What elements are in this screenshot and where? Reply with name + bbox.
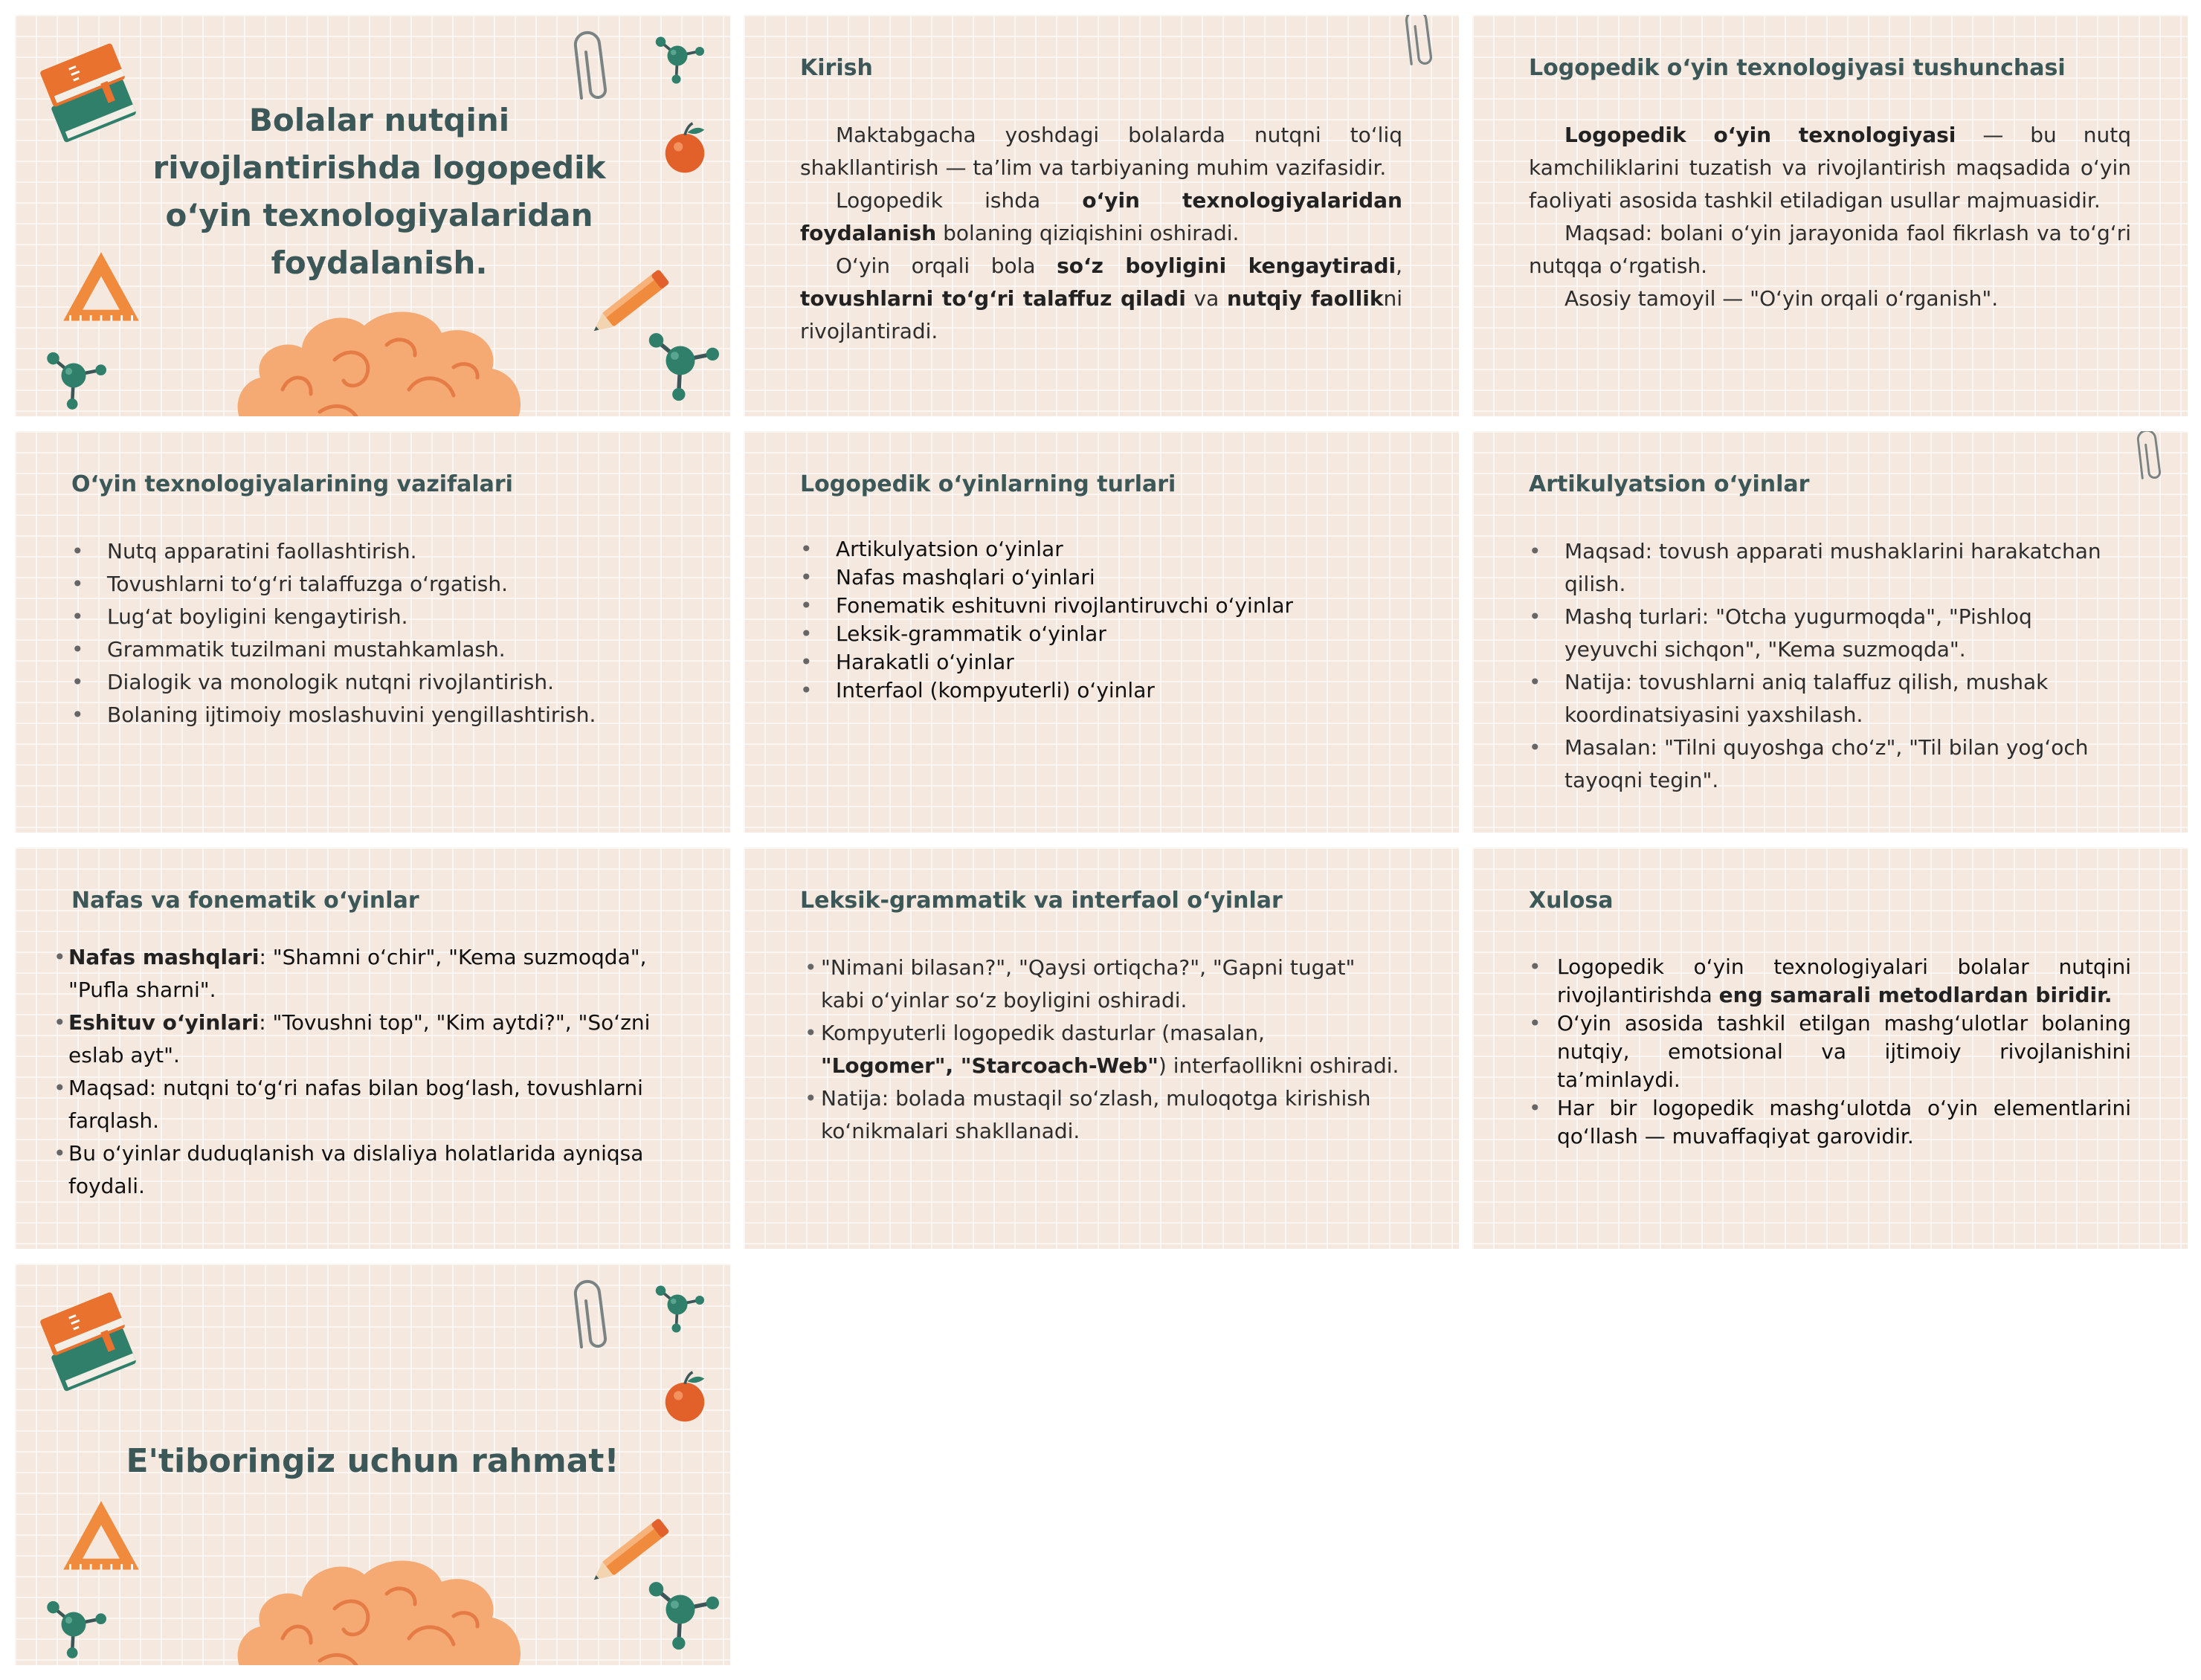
thanks-title: E'tiboringiz uchun rahmat! bbox=[126, 1442, 619, 1480]
list-item: • Leksik-grammatik o‘yinlar bbox=[800, 620, 1402, 648]
cover-title: Bolalar nutqini rivojlantirishda logopedik o‘yin texnologiyalaridan foydalanish. bbox=[152, 102, 606, 281]
molecule-icon bbox=[33, 1583, 115, 1665]
brain-icon bbox=[231, 1549, 528, 1665]
list-item: • Artikulyatsion o‘yinlar bbox=[800, 535, 1402, 563]
slide-cover bbox=[15, 15, 730, 416]
bullet-list bbox=[1529, 953, 2131, 1151]
slide-title: Kirish bbox=[800, 55, 873, 81]
slide-leksik bbox=[744, 847, 1459, 1249]
slide-body bbox=[71, 535, 674, 731]
list-item: • Nutq apparatini faollashtirish. bbox=[71, 535, 674, 568]
slide-title: Xulosa bbox=[1529, 888, 1614, 914]
list-item: • Natija: bolada mustaqil so‘zlash, muloqotga kirishish ko‘nikmalari shakllanadi. bbox=[805, 1082, 1402, 1148]
list-item: • Maqsad: tovush apparati mushaklarini harakatchan qilish. bbox=[1529, 535, 2131, 601]
slide-artikulyatsion bbox=[1472, 431, 2188, 833]
list-item: • Masalan: "Tilni quyoshga cho‘z", "Til bilan yog‘och tayoqni tegin". bbox=[1529, 731, 2131, 797]
apple-icon bbox=[659, 1368, 711, 1427]
list-item: • Bolaning ijtimoiy moslashuvini yengillashtirish. bbox=[71, 699, 674, 731]
slide-body bbox=[800, 119, 1402, 348]
list-item: • O‘yin asosida tashkil etilgan mashg‘ulotlar bolaning nutqiy, emotsional va ijtimoiy rivojlanishini ta’minlaydi. bbox=[1529, 1009, 2131, 1094]
paragraph: Logopedik o‘yin texnologiyasi — bu nutq kamchiliklarini tuzatish va rivojlantirish maqsadida o‘yin faoliyati asosida tashkil etiladigan usullar majmuasidir. bbox=[1529, 123, 2131, 213]
paragraph: O‘yin orqali bola so‘z boyligini kengaytiradi, tovushlarni to‘g‘ri talaffuz qiladi va nutqiy faollikni rivojlantiradi. bbox=[800, 253, 1402, 343]
molecule-icon bbox=[644, 22, 711, 89]
book-stack-icon bbox=[37, 33, 141, 152]
list-item: • Logopedik o‘yin texnologiyalari bolalar nutqini rivojlantirishda eng samarali metodlardan biridir. bbox=[1529, 953, 2131, 1009]
list-item: • Tovushlarni to‘g‘ri talaffuzga o‘rgatish. bbox=[71, 568, 674, 601]
molecule-icon bbox=[632, 312, 729, 409]
slide-title: Leksik-grammatik va interfaol o‘yinlar bbox=[800, 888, 1283, 914]
molecule-icon bbox=[33, 335, 115, 416]
bullet-list bbox=[800, 535, 1402, 705]
slide-title: Artikulyatsion o‘yinlar bbox=[1529, 471, 1810, 497]
list-item: • "Nimani bilasan?", "Qaysi ortiqcha?", "Gapni tugat" kabi o‘yinlar so‘z boyligini oshiradi. bbox=[805, 952, 1402, 1017]
slide-body bbox=[805, 952, 1402, 1148]
list-item: • Eshituv o‘yinlari: "Tovushni top", "Kim aytdi?", "So‘zni eslab ayt". bbox=[54, 1007, 686, 1072]
paperclip-icon bbox=[568, 25, 613, 107]
list-item: • Grammatik tuzilmani mustahkamlash. bbox=[71, 633, 674, 666]
list-item: • Natija: tovushlarni aniq talaffuz qilish, mushak koordinatsiyasini yaxshilash. bbox=[1529, 666, 2131, 731]
list-item: • Dialogik va monologik nutqni rivojlantirish. bbox=[71, 666, 674, 699]
list-item: • Bu o‘yinlar duduqlanish va dislaliya holatlarida ayniqsa foydali. bbox=[54, 1137, 686, 1203]
paragraph: Asosiy tamoyil — "O‘yin orqali o‘rganish". bbox=[1564, 286, 1999, 311]
slide-title: Logopedik o‘yinlarning turlari bbox=[800, 471, 1176, 497]
slide-kirish bbox=[744, 15, 1459, 416]
list-item: • Nafas mashqlari: "Shamni o‘chir", "Kema suzmoqda", "Pufla sharni". bbox=[54, 941, 686, 1007]
slide-turlari bbox=[744, 431, 1459, 833]
bullet-list bbox=[54, 941, 686, 1203]
slide-body bbox=[1529, 119, 2131, 315]
list-item: • Harakatli o‘yinlar bbox=[800, 648, 1402, 676]
slide-body bbox=[54, 941, 686, 1203]
molecule-icon bbox=[644, 1271, 711, 1338]
paragraph: Logopedik ishda o‘yin texnologiyalaridan foydalanish bolaning qiziqishini oshiradi. bbox=[800, 188, 1402, 245]
slide-body bbox=[800, 535, 1402, 705]
list-item: • Har bir logopedik mashg‘ulotda o‘yin elementlarini qo‘llash — muvaffaqiyat garovidir. bbox=[1529, 1094, 2131, 1151]
paperclip-icon bbox=[2127, 431, 2171, 485]
slide-thanks bbox=[15, 1264, 730, 1665]
list-item: • Lug‘at boyligini kengaytirish. bbox=[71, 601, 674, 633]
paragraph: Maqsad: bolani o‘yin jarayonida faol fikrlash va to‘g‘ri nutqqa o‘rgatish. bbox=[1529, 221, 2131, 278]
slide-title: O‘yin texnologiyalarining vazifalari bbox=[71, 471, 513, 497]
slide-body bbox=[1529, 535, 2131, 797]
brain-icon bbox=[231, 300, 528, 416]
paperclip-icon bbox=[1396, 15, 1441, 71]
book-stack-icon bbox=[37, 1282, 141, 1400]
molecule-icon bbox=[632, 1561, 729, 1658]
list-item: • Fonematik eshituvni rivojlantiruvchi o‘yinlar bbox=[800, 592, 1402, 620]
slide-title: Logopedik o‘yin texnologiyasi tushunchasi bbox=[1529, 55, 2066, 81]
slide-vazifalar bbox=[15, 431, 730, 833]
slide-title: Nafas va fonematik o‘yinlar bbox=[71, 888, 419, 914]
list-item: • Kompyuterli logopedik dasturlar (masalan, "Logomer", "Starcoach-Web") interfaollikni oshiradi. bbox=[805, 1017, 1402, 1082]
paperclip-icon bbox=[568, 1274, 613, 1356]
list-item: • Interfaol (kompyuterli) o‘yinlar bbox=[800, 676, 1402, 705]
apple-icon bbox=[659, 119, 711, 178]
slide-nafas bbox=[15, 847, 730, 1249]
bullet-list bbox=[805, 952, 1402, 1148]
list-item: • Mashq turlari: "Otcha yugurmoqda", "Pishloq yeyuvchi sichqon", "Kema suzmoqda". bbox=[1529, 601, 2131, 666]
slide-tushuncha bbox=[1472, 15, 2188, 416]
list-item: • Nafas mashqlari o‘yinlari bbox=[800, 563, 1402, 592]
list-item: • Maqsad: nutqni to‘g‘ri nafas bilan bog‘lash, tovushlarni farqlash. bbox=[54, 1072, 686, 1137]
slide-xulosa bbox=[1472, 847, 2188, 1249]
paragraph: Maktabgacha yoshdagi bolalarda nutqni to‘liq shakllantirish — ta’lim va tarbiyaning muhim vazifasidir. bbox=[800, 123, 1402, 180]
bullet-list bbox=[1529, 535, 2131, 797]
ruler-triangle-icon bbox=[49, 1494, 153, 1583]
bullet-list bbox=[71, 535, 674, 731]
slide-body bbox=[1529, 953, 2131, 1151]
